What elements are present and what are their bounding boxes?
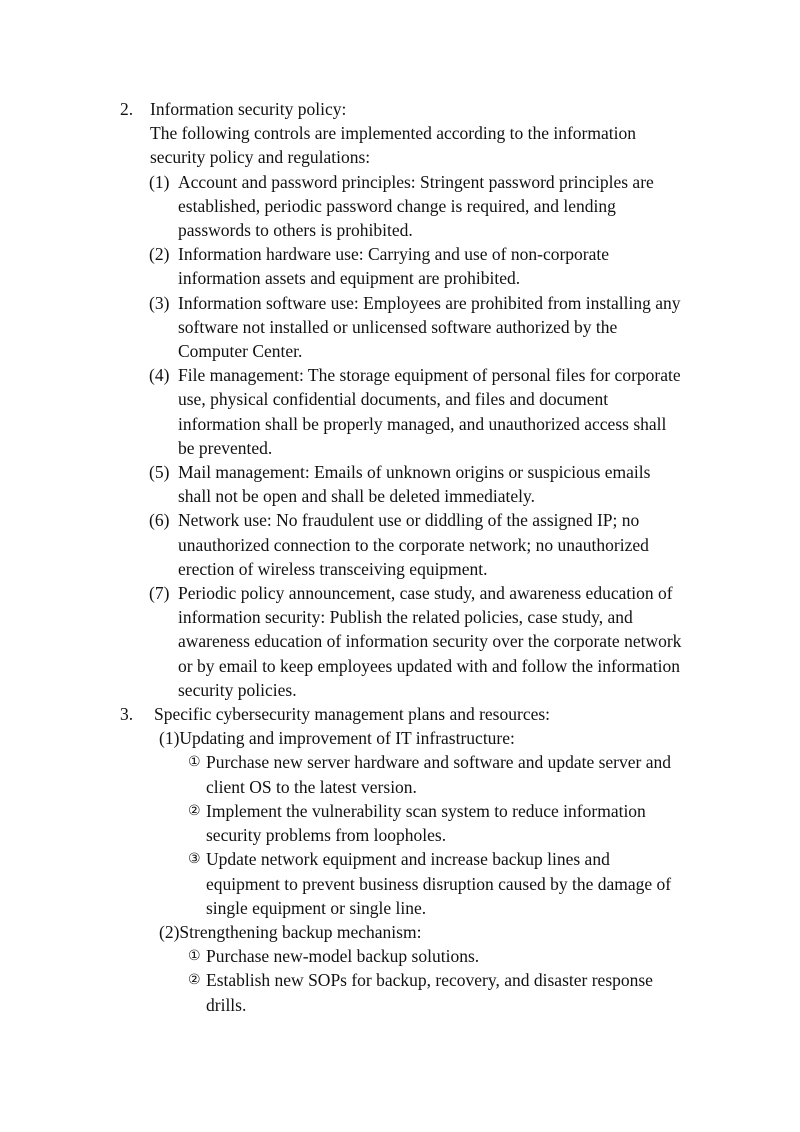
section-2-heading — [0, 97, 800, 121]
item-text: Implement the vulnerability scan system to reduce information security problems from loopholes. — [206, 800, 646, 846]
item-text: Information hardware use: Carrying and use of non-corporate information assets and equipment are prohibited. — [178, 244, 610, 289]
section-number: 3. — [120, 704, 134, 725]
item-text: Purchase new-model backup solutions. — [206, 946, 480, 967]
item-text: Network use: No fraudulent use or diddling of the assigned IP; no unauthorized connection to the corporate network; no unauthorized erection of wireless transceiving equipment. — [178, 510, 649, 579]
item-number: (5) — [149, 462, 170, 483]
item-number: (1) — [149, 171, 170, 192]
circled-number: ② — [188, 972, 201, 989]
policy-item — [0, 170, 683, 243]
item-text: Establish new SOPs for backup, recovery, and disaster response drills. — [206, 970, 653, 1015]
item-text: Account and password principles: Stringent password principles are established, periodic password change is required, and lending passwords to others is prohibited. — [178, 171, 654, 241]
item-number: (2) — [149, 244, 170, 265]
item-number: (4) — [149, 365, 170, 386]
plan-item — [0, 750, 681, 798]
policy-item — [0, 508, 683, 581]
item-text: Purchase new server hardware and software and update server and client OS to the latest version. — [206, 752, 671, 797]
section-2-intro: The following controls are implemented according to the information security policy and regulations: — [150, 123, 636, 168]
subsection-heading: (2)Strengthening backup mechanism: — [159, 921, 422, 942]
circled-number: ② — [188, 802, 201, 819]
circled-number: ③ — [188, 851, 201, 868]
section-title: Specific cybersecurity management plans and resources: — [154, 704, 551, 725]
policy-item — [0, 291, 683, 364]
section-3-heading — [0, 702, 800, 726]
plan-item — [0, 968, 681, 1016]
policy-item — [0, 460, 683, 508]
item-number: (7) — [149, 583, 170, 604]
plan-item — [0, 799, 681, 847]
item-text: Mail management: Emails of unknown origins or suspicious emails shall not be open and shall be deleted immediately. — [178, 462, 651, 507]
policy-item — [0, 581, 683, 702]
policy-item — [0, 363, 683, 460]
item-number: (3) — [149, 292, 170, 313]
item-text: Information software use: Employees are prohibited from installing any software not installed or unlicensed software authorized by the Computer Center. — [178, 292, 681, 362]
item-text: Periodic policy announcement, case study, and awareness education of information security: Publish the related policies, case study, and awareness education of information security over the corporate network or by email to keep employees updated with and follow the information security policies. — [178, 583, 682, 700]
plan-item — [0, 944, 681, 968]
plan-item — [0, 847, 681, 920]
circled-number: ① — [188, 754, 201, 771]
policy-item — [0, 242, 683, 290]
item-text: Update network equipment and increase backup lines and equipment to prevent business disruption caused by the damage of single equipment or single line. — [206, 849, 672, 918]
circled-number: ① — [188, 948, 201, 965]
document-page — [0, 97, 800, 1017]
subsection-heading: (1)Updating and improvement of IT infrastructure: — [159, 728, 515, 749]
item-number: (6) — [149, 510, 170, 531]
section-title: Information security policy: — [150, 99, 347, 119]
section-number: 2. — [120, 99, 134, 119]
item-text: File management: The storage equipment of personal files for corporate use, physical confidential documents, and files and document information shall be properly managed, and unauthorized access shall be prevented. — [178, 365, 681, 458]
